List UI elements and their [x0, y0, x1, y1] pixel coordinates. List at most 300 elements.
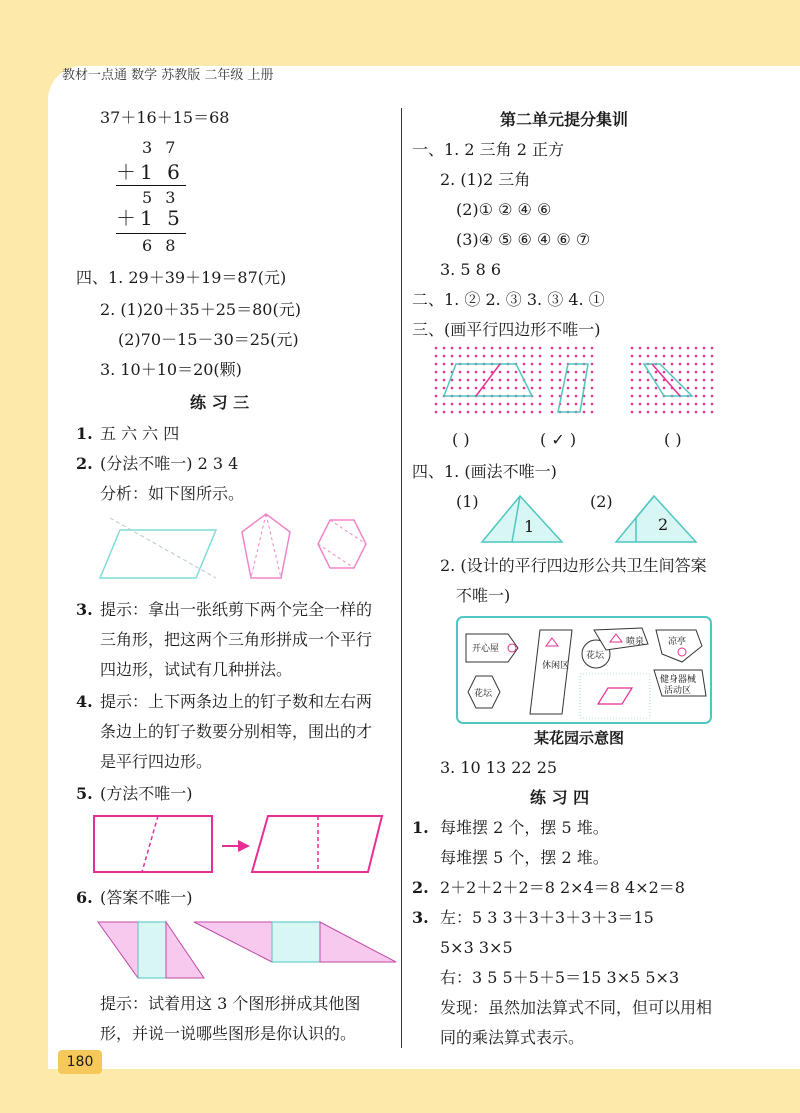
- grid-dot: [647, 411, 650, 414]
- grid-dot: [663, 387, 666, 390]
- grid-dot: [523, 387, 526, 390]
- grid-dot: [639, 355, 642, 358]
- grid-dot: [475, 347, 478, 350]
- grid-dot: [499, 347, 502, 350]
- grid-dot: [467, 403, 470, 406]
- grid-dot: [523, 355, 526, 358]
- grid-dot: [435, 379, 438, 382]
- grid-dot: [559, 355, 562, 358]
- question-number: 4.: [76, 692, 93, 711]
- answer-line: 一、1. 2 三角 2 正方: [412, 140, 564, 159]
- map-label: 喷泉: [626, 637, 645, 647]
- grid-dot: [475, 403, 478, 406]
- answer-line: 3. 10 13 22 25: [440, 758, 558, 777]
- answer-line: 五 六 六 四: [100, 424, 180, 443]
- triangle-figures: [480, 494, 720, 544]
- grid-dot: [639, 371, 642, 374]
- grid-dot: [655, 411, 658, 414]
- vert-row: 5 3: [142, 188, 180, 207]
- grid-dot: [711, 379, 714, 382]
- grid-dot: [695, 355, 698, 358]
- garden-map: [456, 616, 712, 724]
- grid-dot: [567, 403, 570, 406]
- grid-dot: [631, 395, 634, 398]
- question-number: 1.: [412, 818, 429, 837]
- grid-dot: [575, 347, 578, 350]
- grid-dot: [499, 371, 502, 374]
- grid-dot: [687, 379, 690, 382]
- grid-dot: [687, 363, 690, 366]
- grid-dot: [639, 347, 642, 350]
- answer-line: (方法不唯一): [100, 784, 193, 803]
- answer-line: (2)70－15－30＝25(元): [118, 330, 299, 349]
- answer-line: 3. 10＋10＝20(颗): [100, 360, 242, 379]
- grid-dot: [531, 363, 534, 366]
- section-title: 第二单元提分集训: [500, 110, 629, 129]
- page-header: 教材一点通 数学 苏教版 二年级 上册: [62, 68, 274, 83]
- grid-dot: [647, 387, 650, 390]
- grid-dot: [539, 395, 542, 398]
- grid-dot: [443, 403, 446, 406]
- grid-dot: [687, 387, 690, 390]
- grid-dot: [467, 411, 470, 414]
- grid-dot: [459, 403, 462, 406]
- grid-dot: [459, 355, 462, 358]
- grid-dot: [475, 379, 478, 382]
- grid-dot: [551, 355, 554, 358]
- question-number: 5.: [76, 784, 93, 803]
- grid-dot: [551, 387, 554, 390]
- answer-line: 四、1. (画法不唯一): [412, 462, 557, 481]
- vert-row: ＋1 5: [116, 206, 184, 230]
- grid-dot: [679, 363, 682, 366]
- grid-dot: [631, 347, 634, 350]
- grid-dot: [551, 395, 554, 398]
- grid-dot: [687, 347, 690, 350]
- grid-dot: [459, 411, 462, 414]
- grid-dot: [515, 387, 518, 390]
- question-number: 2.: [76, 454, 93, 473]
- grid-dot: [551, 363, 554, 366]
- grid-dot: [575, 379, 578, 382]
- answer-line: (答案不唯一): [100, 888, 193, 907]
- grid-dot: [567, 387, 570, 390]
- answer-line: 条边上的钉子数要分别相等，围出的才: [100, 722, 373, 741]
- grid-dot: [631, 411, 634, 414]
- grid-dot: [687, 355, 690, 358]
- grid-dot: [531, 387, 534, 390]
- grid-dot: [531, 379, 534, 382]
- grid-dot: [711, 395, 714, 398]
- map-label: 活动区: [664, 686, 692, 696]
- grid-dot: [711, 387, 714, 390]
- grid-dot: [631, 403, 634, 406]
- answer-line: 提示：试着用这 3 个图形拼成其他图: [100, 994, 361, 1013]
- grid-dot: [591, 411, 594, 414]
- grid-dot: [647, 403, 650, 406]
- grid-dot: [515, 379, 518, 382]
- grid-dot: [703, 387, 706, 390]
- grid-dot: [663, 411, 666, 414]
- grid-dot: [539, 355, 542, 358]
- question-number: 3.: [412, 908, 429, 927]
- grid-dot: [483, 403, 486, 406]
- vert-row: ＋1 6: [116, 160, 184, 184]
- grid-dot: [559, 379, 562, 382]
- grid-dot: [695, 395, 698, 398]
- grid-dot: [443, 411, 446, 414]
- grid-dot: [679, 403, 682, 406]
- triangle-label: (2): [590, 492, 613, 511]
- grid-dot: [531, 403, 534, 406]
- grid-dot: [679, 379, 682, 382]
- grid-dot: [483, 355, 486, 358]
- grid-dot: [559, 347, 562, 350]
- triangle-label: (1): [456, 492, 479, 511]
- grid-dot: [483, 371, 486, 374]
- question-number: 2.: [412, 878, 429, 897]
- grid-dot: [583, 403, 586, 406]
- answer-line: 2. (设计的平行四边形公共卫生间答案: [440, 556, 707, 575]
- grid-dot: [499, 411, 502, 414]
- answer-line: (2)① ② ④ ⑥: [456, 200, 552, 219]
- grid-dot: [703, 355, 706, 358]
- grid-dot: [435, 363, 438, 366]
- grid-dot: [467, 387, 470, 390]
- vert-row: 6 8: [142, 236, 180, 255]
- grid-dot: [575, 395, 578, 398]
- grid-dot: [583, 355, 586, 358]
- grid-dot: [631, 363, 634, 366]
- grid-dot: [551, 379, 554, 382]
- grid-dot: [435, 371, 438, 374]
- grid-dot: [499, 403, 502, 406]
- grid-dot: [687, 371, 690, 374]
- grid-dot: [711, 403, 714, 406]
- grid-dot: [559, 387, 562, 390]
- grid-dot: [695, 411, 698, 414]
- grid-dot: [507, 371, 510, 374]
- map-label: 凉亭: [668, 637, 687, 647]
- grid-dot: [507, 347, 510, 350]
- grid-dot: [523, 371, 526, 374]
- grid-dot: [515, 411, 518, 414]
- grid-dot: [515, 355, 518, 358]
- grid-dot: [647, 347, 650, 350]
- division-figures: [90, 510, 390, 590]
- grid-dot: [591, 395, 594, 398]
- grid-dot: [639, 403, 642, 406]
- grid-dot: [491, 355, 494, 358]
- grid-dot: [499, 355, 502, 358]
- grid-dot: [443, 379, 446, 382]
- grid-dot: [671, 411, 674, 414]
- vert-line: [116, 233, 186, 234]
- grid-dot: [523, 411, 526, 414]
- answer-line: 左：5 3 3＋3＋3＋3＋3＝15: [440, 908, 654, 927]
- grid-dot: [435, 395, 438, 398]
- grid-dot: [703, 379, 706, 382]
- grid-dot: [435, 355, 438, 358]
- grid-dot: [451, 387, 454, 390]
- grid-dot: [687, 411, 690, 414]
- grid-dot: [663, 347, 666, 350]
- grid-dot: [539, 371, 542, 374]
- grid-dot: [647, 395, 650, 398]
- grid-dot: [639, 411, 642, 414]
- grid-dot: [551, 371, 554, 374]
- triangle-number: 1: [524, 517, 535, 536]
- check-mark: ( ✓ ): [540, 430, 577, 449]
- grid-dot: [539, 347, 542, 350]
- grid-dot: [567, 347, 570, 350]
- grid-dot: [575, 387, 578, 390]
- answer-line: 四边形，试试有几种拼法。: [100, 660, 293, 679]
- answer-line: 提示：上下两条边上的钉子数和左右两: [100, 692, 373, 711]
- grid-dot: [695, 403, 698, 406]
- map-label: 花坛: [474, 689, 493, 699]
- grid-dot: [695, 387, 698, 390]
- cut-parallelogram-figure: [92, 814, 392, 876]
- grid-dot: [491, 411, 494, 414]
- answer-line: 提示：拿出一张纸剪下两个完全一样的: [100, 600, 373, 619]
- grid-dot: [583, 371, 586, 374]
- grid-dot: [679, 411, 682, 414]
- dot-grid-figures: [436, 348, 716, 418]
- answer-line: 5×3 3×5: [440, 938, 513, 957]
- grid-dot: [679, 355, 682, 358]
- grid-dot: [663, 363, 666, 366]
- grid-dot: [671, 347, 674, 350]
- grid-dot: [443, 371, 446, 374]
- grid-dot: [695, 379, 698, 382]
- grid-dot: [491, 403, 494, 406]
- grid-dot: [639, 363, 642, 366]
- answer-line: 四、1. 29＋39＋19＝87(元): [76, 268, 287, 287]
- grid-dot: [591, 371, 594, 374]
- grid-dot: [499, 387, 502, 390]
- grid-dot: [575, 371, 578, 374]
- grid-dot: [567, 355, 570, 358]
- answer-line: (3)④ ⑤ ⑥ ④ ⑥ ⑦: [456, 230, 591, 249]
- answer-line: 右：3 5 5＋5＋5＝15 3×5 5×3: [440, 968, 680, 987]
- grid-dot: [711, 347, 714, 350]
- answer-line: 2＋2＋2＋2＝8 2×4＝8 4×2＝8: [440, 878, 685, 897]
- grid-dot: [435, 403, 438, 406]
- grid-dot: [639, 395, 642, 398]
- answer-line: 三角形，把这两个三角形拼成一个平行: [100, 630, 373, 649]
- grid-dot: [663, 355, 666, 358]
- vert-line: [116, 185, 186, 186]
- grid-dot: [703, 403, 706, 406]
- grid-dot: [663, 403, 666, 406]
- grid-dot: [655, 347, 658, 350]
- grid-dot: [435, 347, 438, 350]
- grid-dot: [459, 371, 462, 374]
- grid-dot: [695, 347, 698, 350]
- grid-dot: [559, 371, 562, 374]
- check-mark: ( ): [452, 430, 470, 449]
- map-label: 花坛: [586, 651, 605, 661]
- grid-dot: [539, 387, 542, 390]
- grid-dot: [655, 387, 658, 390]
- grid-dot: [451, 411, 454, 414]
- grid-dot: [467, 347, 470, 350]
- grid-dot: [591, 387, 594, 390]
- grid-dot: [507, 387, 510, 390]
- answer-line: 分析：如下图所示。: [100, 484, 245, 503]
- grid-dot: [475, 411, 478, 414]
- grid-dot: [591, 403, 594, 406]
- grid-dot: [591, 347, 594, 350]
- check-mark: ( ): [664, 430, 682, 449]
- grid-dot: [467, 371, 470, 374]
- grid-dot: [631, 371, 634, 374]
- grid-dot: [539, 403, 542, 406]
- grid-dot: [507, 411, 510, 414]
- grid-dot: [531, 355, 534, 358]
- map-label: 开心屋: [472, 644, 500, 654]
- map-label: 健身器械: [660, 675, 697, 685]
- grid-dot: [671, 379, 674, 382]
- grid-dot: [655, 355, 658, 358]
- grid-dot: [703, 371, 706, 374]
- grid-dot: [451, 403, 454, 406]
- grid-dot: [507, 355, 510, 358]
- grid-dot: [451, 355, 454, 358]
- grid-dot: [515, 371, 518, 374]
- grid-dot: [591, 363, 594, 366]
- grid-dot: [711, 355, 714, 358]
- section-title: 练 习 四: [530, 788, 590, 807]
- grid-dot: [499, 379, 502, 382]
- vert-row: 3 7: [142, 138, 180, 157]
- grid-dot: [531, 371, 534, 374]
- grid-dot: [507, 403, 510, 406]
- grid-dot: [483, 411, 486, 414]
- grid-dot: [491, 387, 494, 390]
- grid-dot: [551, 403, 554, 406]
- grid-dot: [451, 363, 454, 366]
- grid-dot: [703, 347, 706, 350]
- grid-dot: [655, 395, 658, 398]
- grid-dot: [679, 347, 682, 350]
- grid-dot: [591, 355, 594, 358]
- shape-combination-figure: [96, 918, 400, 980]
- grid-dot: [451, 347, 454, 350]
- grid-dot: [443, 355, 446, 358]
- grid-dot: [515, 347, 518, 350]
- grid-dot: [679, 387, 682, 390]
- grid-dot: [583, 411, 586, 414]
- figure-caption: 某花园示意图: [534, 729, 625, 747]
- grid-dot: [539, 411, 542, 414]
- grid-dot: [687, 403, 690, 406]
- grid-dot: [591, 379, 594, 382]
- grid-dot: [583, 347, 586, 350]
- answer-line: 是平行四边形。: [100, 752, 213, 771]
- grid-dot: [703, 395, 706, 398]
- grid-dot: [459, 379, 462, 382]
- grid-dot: [531, 411, 534, 414]
- grid-dot: [435, 387, 438, 390]
- triangle-number: 2: [658, 515, 669, 534]
- grid-dot: [567, 379, 570, 382]
- grid-dot: [507, 379, 510, 382]
- answer-line: 三、(画平行四边形不唯一): [412, 320, 601, 339]
- answer-line: 2. (1)20＋35＋25＝80(元): [100, 300, 301, 319]
- grid-dot: [475, 371, 478, 374]
- grid-dot: [679, 371, 682, 374]
- grid-dot: [703, 363, 706, 366]
- grid-dot: [467, 379, 470, 382]
- grid-dot: [483, 347, 486, 350]
- equation-line: 37＋16＋15＝68: [100, 108, 230, 127]
- grid-dot: [523, 403, 526, 406]
- bottom-band: [0, 1069, 800, 1113]
- grid-dot: [551, 347, 554, 350]
- grid-dot: [443, 347, 446, 350]
- grid-dot: [491, 347, 494, 350]
- grid-dot: [655, 371, 658, 374]
- grid-dot: [575, 355, 578, 358]
- grid-dot: [639, 379, 642, 382]
- grid-dot: [695, 363, 698, 366]
- grid-dot: [647, 355, 650, 358]
- grid-dot: [443, 387, 446, 390]
- grid-dot: [467, 355, 470, 358]
- grid-dot: [443, 363, 446, 366]
- grid-dot: [567, 395, 570, 398]
- grid-dot: [711, 411, 714, 414]
- grid-dot: [703, 411, 706, 414]
- answer-line: 3. 5 8 6: [440, 260, 502, 279]
- grid-dot: [631, 379, 634, 382]
- grid-dot: [631, 387, 634, 390]
- answer-line: 不唯一): [456, 586, 511, 605]
- grid-dot: [711, 371, 714, 374]
- grid-dot: [551, 411, 554, 414]
- grid-dot: [523, 363, 526, 366]
- map-label: 休闲区: [542, 661, 570, 671]
- grid-dot: [539, 379, 542, 382]
- grid-dot: [531, 347, 534, 350]
- grid-dot: [459, 347, 462, 350]
- grid-dot: [559, 363, 562, 366]
- question-number: 6.: [76, 888, 93, 907]
- grid-dot: [671, 363, 674, 366]
- grid-dot: [539, 363, 542, 366]
- grid-dot: [671, 403, 674, 406]
- grid-dot: [655, 403, 658, 406]
- page-number: 180: [58, 1050, 102, 1074]
- grid-dot: [695, 371, 698, 374]
- grid-dot: [663, 371, 666, 374]
- answer-line: (分法不唯一) 2 3 4: [100, 454, 239, 473]
- grid-dot: [671, 355, 674, 358]
- grid-dot: [515, 403, 518, 406]
- grid-dot: [575, 403, 578, 406]
- grid-dot: [631, 355, 634, 358]
- grid-dot: [647, 379, 650, 382]
- answer-line: 二、1. ② 2. ③ 3. ③ 4. ①: [412, 290, 605, 309]
- grid-dot: [491, 379, 494, 382]
- grid-dot: [671, 371, 674, 374]
- answer-line: 每堆摆 5 个，摆 2 堆。: [440, 848, 609, 867]
- grid-dot: [475, 387, 478, 390]
- answer-line: 形，并说一说哪些图形是你认识的。: [100, 1024, 357, 1043]
- question-number: 3.: [76, 600, 93, 619]
